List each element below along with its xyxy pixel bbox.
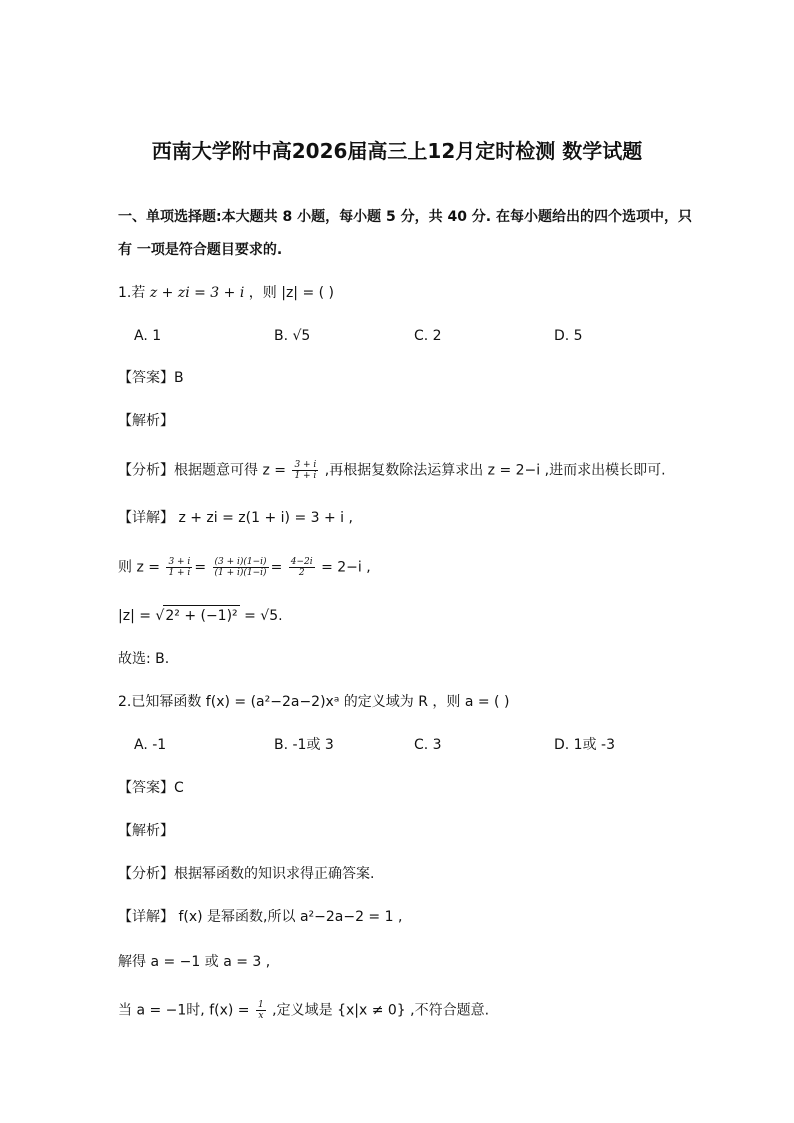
q1-detail2-f1-num: 3 + i: [168, 557, 191, 567]
q2-answer: 【答案】C: [118, 780, 184, 796]
q2-detail-3: [118, 1000, 489, 1021]
q1-detail-3: [118, 605, 283, 626]
q2-detail3-frac-den: x: [258, 1011, 264, 1021]
q1-detail2-fraction-1: [166, 557, 192, 578]
q1-question-math: z + zi = 3 + i: [149, 285, 245, 301]
section-header-line-1: 一、单项选择题:本大题共 8 小题，每小题 5 分，共 40 分. 在每小题给出的四个选项中，只: [118, 209, 692, 225]
q1-option-d: D. 5: [554, 328, 583, 344]
q2-fenxi: 【分析】根据幂函数的知识求得正确答案.: [118, 866, 375, 882]
q2-detail3-frac-num: 1: [257, 1000, 264, 1010]
q1-question: [118, 283, 334, 303]
q1-fenxi: [118, 460, 666, 481]
q1-detail-2: 则 z = $\frac{3 + i}{1 + i}$ = $\frac{(3 + i)(1-i)}{(1 + i)(1-i)}$ = $\frac{4-2i}{2}$ = 2−i ,: [118, 557, 371, 578]
q1-option-b: B. √5: [274, 328, 311, 344]
q1-detail2-f3-num: 4−2i: [290, 557, 313, 567]
q1-detail2-prefix: 则 z =: [118, 559, 160, 576]
q1-fenxi-frac-num: 3 + i: [294, 460, 317, 470]
q1-detail2-suffix: = 2−i ,: [321, 559, 371, 576]
q1-fenxi-suffix: ,再根据复数除法运算求出 z = 2−i ,进而求出模长即可.: [324, 462, 666, 479]
document-title: 西南大学附中高2026届高三上12月定时检测 数学试题: [151, 139, 643, 163]
q1-question-suffix: ，则 |z| = ( ): [248, 285, 335, 301]
q2-detail-2: 解得 a = −1 或 a = 3 ,: [118, 954, 271, 970]
q1-detail2-f2-num: (3 + i)(1−i): [214, 557, 267, 567]
q1-detail2-fraction-3: [289, 557, 315, 578]
q2-detail3-prefix: 当 a = −1时, f(x) =: [118, 1002, 250, 1019]
q1-conclusion: 故选: B.: [118, 651, 170, 667]
q2-analysis-label: 【解析】: [118, 823, 174, 839]
q1-detail3-radicand: 2² + (−1)²: [163, 605, 239, 626]
q1-option-c: C. 2: [414, 328, 442, 344]
q1-detail-1: 【详解】 z + zi = z(1 + i) = 3 + i ,: [118, 510, 353, 526]
q2-question: 2.已知幂函数 f(x) = (a²−2a−2)xᵃ 的定义域为 R ，则 a = ( ): [118, 694, 510, 710]
q1-detail2-fraction-2: [213, 557, 269, 578]
q1-fenxi-frac-den: 1 + i: [294, 471, 317, 481]
q2-detail3-suffix: ,定义域是 {x|x ≠ 0} ,不符合题意.: [272, 1002, 490, 1019]
section-header-line-2: 有 一项是符合题目要求的.: [118, 242, 283, 258]
q2-option-c: C. 3: [414, 737, 442, 753]
q1-detail3-prefix: |z| = √: [118, 608, 165, 624]
q1-analysis-label: 【解析】: [118, 413, 174, 429]
q1-answer: 【答案】B: [118, 370, 184, 386]
q2-detail-1: 【详解】 f(x) 是幂函数,所以 a²−2a−2 = 1 ,: [118, 909, 403, 925]
q2-option-d: D. 1或 -3: [554, 737, 615, 753]
q1-fenxi-prefix: 【分析】根据题意可得 z =: [118, 462, 286, 479]
q1-detail2-f2-den: (1 + i)(1−i): [214, 568, 267, 578]
q1-question-prefix: 1.若: [118, 285, 146, 301]
q1-detail2-f3-den: 2: [298, 568, 305, 578]
q2-detail3-fraction: [256, 1000, 266, 1021]
q2-option-b: B. -1或 3: [274, 737, 334, 753]
q1-detail3-suffix: = √5.: [239, 608, 283, 624]
q1-option-a: A. 1: [134, 328, 162, 344]
q1-detail2-f1-den: 1 + i: [168, 568, 191, 578]
q2-option-a: A. -1: [134, 737, 167, 753]
q1-fenxi-fraction: [292, 460, 318, 481]
